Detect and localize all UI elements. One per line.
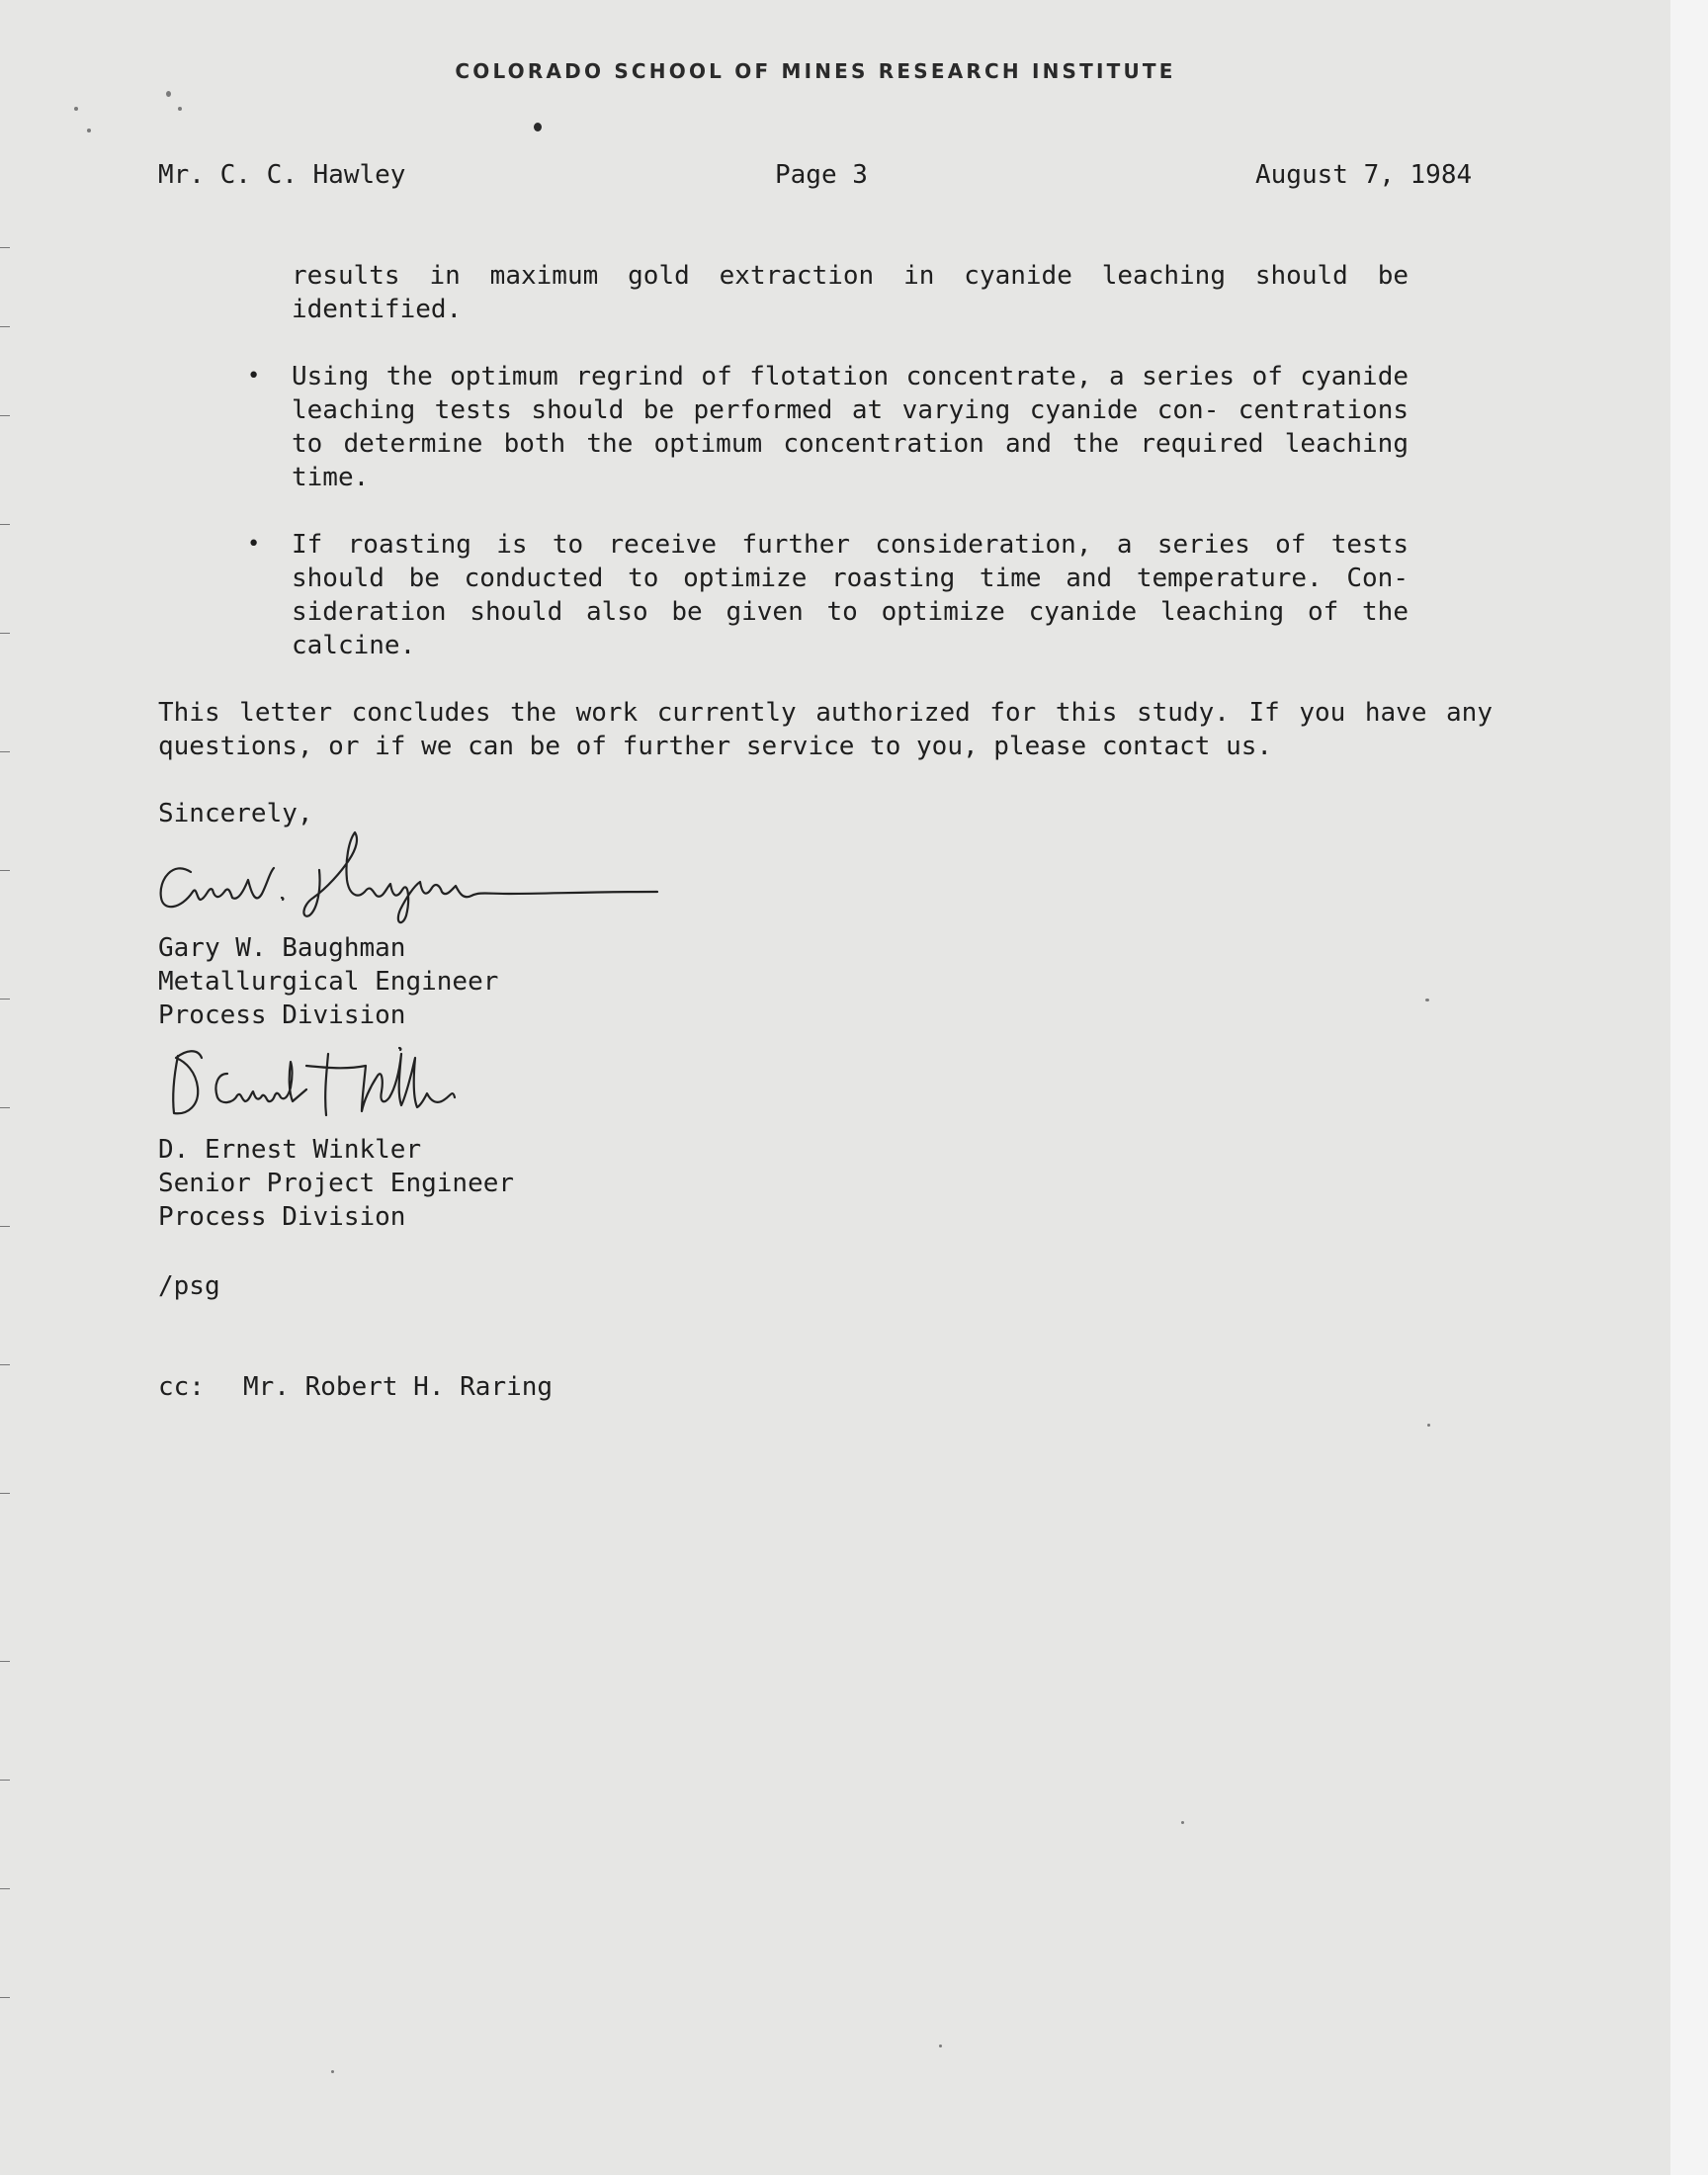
scan-speck — [74, 107, 78, 111]
edge-tick — [0, 415, 10, 416]
scan-speck — [534, 123, 542, 131]
edge-tick — [0, 1888, 10, 1889]
bullet-marker: • — [247, 532, 261, 557]
edge-tick — [0, 751, 10, 752]
scan-speck — [1425, 999, 1429, 1001]
edge-tick — [0, 1493, 10, 1494]
edge-tick — [0, 1997, 10, 1998]
edge-tick — [0, 999, 10, 1000]
typist-initials: /psg — [158, 1271, 220, 1301]
cc-recipient: Mr. Robert H. Raring — [243, 1372, 554, 1402]
signature-winkler-svg — [158, 1036, 484, 1125]
recipient-header: Mr. C. C. Hawley — [158, 160, 406, 190]
edge-tick — [0, 1107, 10, 1108]
edge-tick — [0, 1226, 10, 1227]
page-number: Page 3 — [775, 160, 868, 190]
edge-tick — [0, 870, 10, 871]
page-edge — [1670, 0, 1708, 2175]
continuation-paragraph: results in maximum gold extraction in cyanide leaching should be identified. — [292, 261, 1409, 324]
signer-division: Process Division — [158, 1000, 406, 1030]
signer-name: D. Ernest Winkler — [158, 1135, 422, 1165]
scan-speck — [1427, 1424, 1430, 1427]
scan-speck — [166, 91, 171, 97]
signature-baughman — [153, 821, 667, 933]
edge-tick — [0, 1661, 10, 1662]
bullet-item-regrind: Using the optimum regrind of flotation concentrate, a series of cyanide leaching tests should be performed at varying cyanide con- centrations to determine both the optimum concentration and the required leaching time. — [292, 362, 1409, 492]
edge-tick — [0, 326, 10, 327]
signature-winkler — [158, 1036, 484, 1129]
signer-title: Senior Project Engineer — [158, 1169, 515, 1198]
signer-title: Metallurgical Engineer — [158, 967, 499, 997]
scan-speck — [87, 129, 91, 132]
edge-tick — [0, 633, 10, 634]
edge-tick — [0, 1780, 10, 1781]
letterhead: COLORADO SCHOOL OF MINES RESEARCH INSTITUTE — [455, 59, 1176, 83]
salutation: Sincerely, — [158, 799, 313, 828]
edge-tick — [0, 247, 10, 248]
bullet-item-roasting: If roasting is to receive further consideration, a series of tests should be conducted to optimize roasting time and temperature. Con- sideration should also be given to optimize cyanide leaching of the calcine. — [292, 530, 1409, 660]
edge-tick — [0, 1364, 10, 1365]
signature-baughman-svg — [153, 821, 667, 929]
bullet-marker: • — [247, 364, 261, 389]
edge-tick — [0, 524, 10, 525]
scan-speck — [1181, 1821, 1184, 1824]
scan-speck — [331, 2070, 334, 2073]
signer-name: Gary W. Baughman — [158, 933, 406, 963]
signer-division: Process Division — [158, 1202, 406, 1232]
closing-paragraph: This letter concludes the work currently authorized for this study. If you have any questions, or if we can be of further service to you, please contact us. — [158, 698, 1493, 761]
cc-label: cc: — [158, 1372, 205, 1402]
scan-speck — [178, 107, 182, 111]
letter-date: August 7, 1984 — [1255, 160, 1473, 190]
scan-speck — [939, 2044, 942, 2047]
